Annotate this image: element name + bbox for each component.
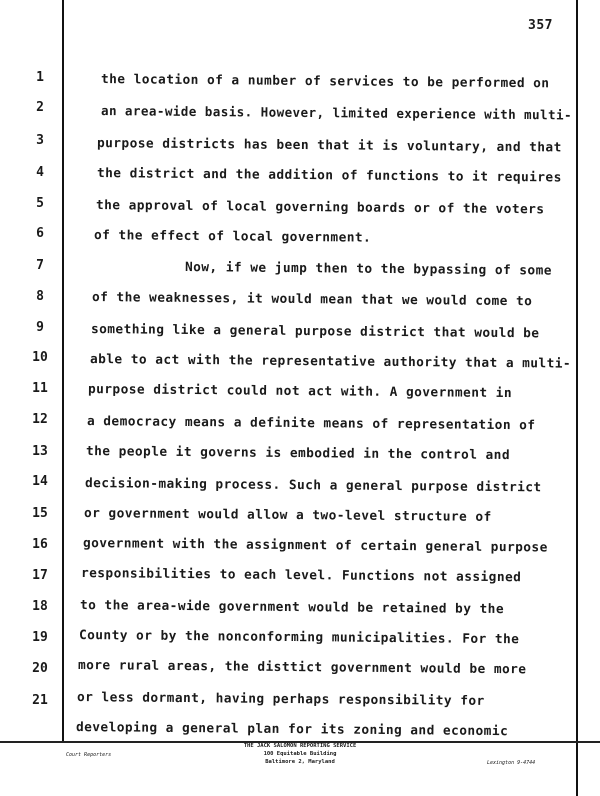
right-margin-rule [576, 0, 578, 796]
transcript-line: or government would allow a two-level structure of [83, 506, 492, 525]
line-number: 21 [32, 693, 48, 708]
line-number: 9 [36, 320, 44, 335]
transcript-line: to the area-wide government would be retained by the [79, 598, 505, 618]
transcript-line: the district and the addition of functions to it requires [96, 166, 562, 186]
line-number: 15 [32, 506, 48, 521]
line-number: 17 [32, 568, 48, 583]
transcript-line: decision-making process. Such a general purpose district [84, 476, 542, 496]
footer-left-text: Court Reporters [66, 752, 112, 758]
line-number: 19 [32, 630, 48, 645]
footer-right-text: Lexington 9-4744 [487, 760, 536, 766]
footer-center-line: THE JACK SALOMON REPORTING SERVICE [243, 743, 357, 749]
transcript-line: government with the assignment of certain general purpose [82, 536, 548, 556]
left-margin-rule [62, 0, 64, 742]
transcript-line: an area-wide basis. However, limited experience with multi- [100, 104, 573, 124]
line-number: 5 [36, 196, 44, 211]
footer-center-line: Baltimore 2, Maryland [265, 759, 335, 765]
transcript-line: able to act with the representative authority that a multi- [89, 352, 572, 372]
transcript-line: the location of a number of services to be performed on [100, 72, 550, 92]
transcript-line: something like a general purpose district that would be [90, 322, 540, 342]
line-number: 7 [36, 258, 44, 273]
transcript-line: Now, if we jump then to the bypassing of some [184, 260, 553, 279]
transcript-line: County or by the nonconforming municipalities. For the [78, 628, 520, 648]
line-number: 12 [32, 412, 48, 427]
footer-center-block [190, 742, 410, 766]
transcript-line: more rural areas, the disttict government would be more [77, 658, 527, 678]
page-number: 357 [528, 18, 553, 33]
transcript-line: or less dormant, having perhaps responsibility for [76, 690, 485, 709]
transcript-line: purpose districts has been that it is voluntary, and that [96, 136, 562, 156]
line-number: 8 [36, 289, 44, 304]
transcript-line: developing a general plan for its zoning and economic [75, 720, 509, 740]
transcript-line: the people it governs is embodied in the control and [85, 444, 511, 464]
line-number: 14 [32, 474, 48, 489]
line-number: 16 [32, 537, 48, 552]
footer-center-line: 100 Equitable Building [263, 751, 337, 757]
line-number: 20 [32, 661, 48, 676]
transcript-line: a democracy means a definite means of representation of [86, 414, 536, 434]
transcript-line: of the effect of local government. [93, 228, 372, 246]
line-number: 3 [36, 133, 44, 148]
line-number: 4 [36, 165, 44, 180]
transcript-line: of the weaknesses, it would mean that we would come to [91, 290, 533, 310]
line-number: 18 [32, 599, 48, 614]
line-number: 6 [36, 226, 44, 241]
line-number: 11 [32, 381, 48, 396]
transcript-line: responsibilities to each level. Functions not assigned [80, 566, 522, 586]
transcript-line: the approval of local governing boards or of the voters [95, 198, 545, 218]
transcript-line: purpose district could not act with. A government in [87, 382, 513, 402]
line-number: 1 [36, 70, 44, 85]
line-number: 2 [36, 100, 44, 115]
line-number: 10 [32, 350, 48, 365]
line-number: 13 [32, 444, 48, 459]
